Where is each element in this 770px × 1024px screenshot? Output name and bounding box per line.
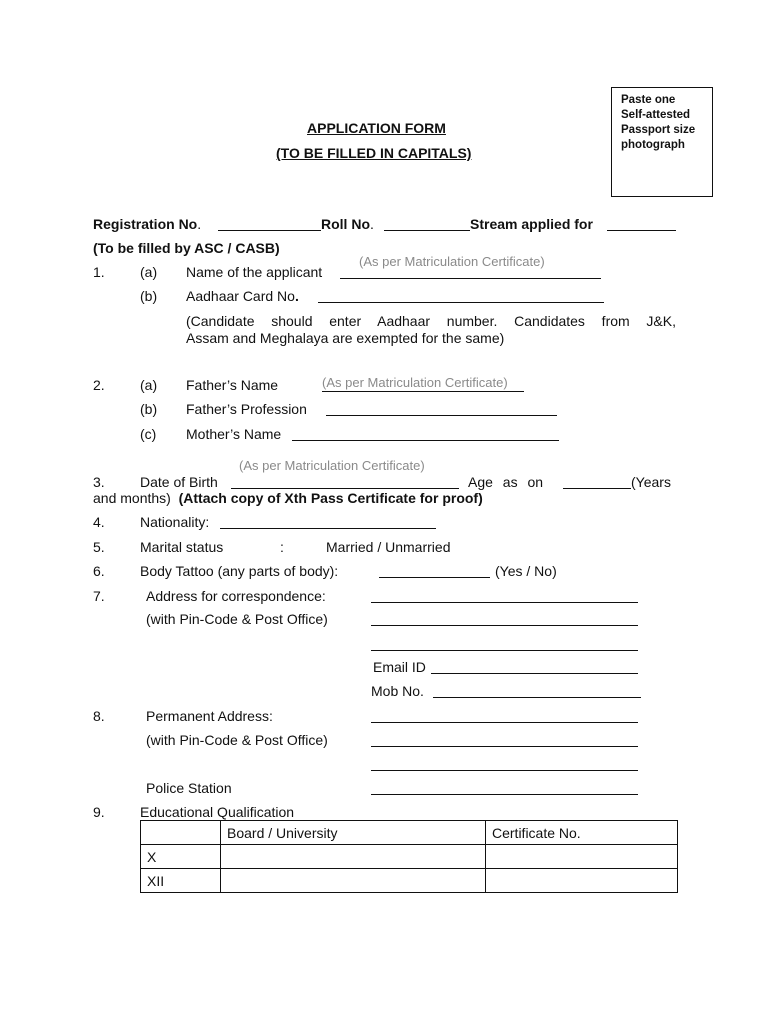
father-name-label: Father’s Name [186, 377, 279, 393]
qualification-cell: XII [141, 869, 221, 893]
aadhaar-label [186, 288, 299, 304]
father-profession-label: Father’s Profession [186, 401, 307, 417]
correspondence-address-line3[interactable] [371, 650, 638, 651]
photo-box [611, 87, 713, 197]
certificate-cell[interactable] [486, 869, 678, 893]
matric-hint: (As per Matriculation Certificate) [322, 375, 508, 390]
dob-label: Date of Birth [140, 474, 218, 490]
tattoo-label: Body Tattoo (any parts of body): [140, 563, 339, 579]
age-as-on-label: Age as on [468, 474, 544, 490]
registration-dot: . [197, 216, 202, 232]
registration-no-field[interactable] [218, 230, 321, 231]
mother-name-field[interactable] [292, 440, 559, 441]
matric-hint: (As per Matriculation Certificate) [239, 458, 425, 473]
email-label: Email ID [373, 659, 426, 675]
aadhaar-dot: . [294, 288, 299, 304]
correspondence-address-line1[interactable] [371, 602, 638, 603]
tattoo-field[interactable] [379, 577, 490, 578]
form-title: APPLICATION FORM [307, 120, 446, 136]
q8-number: 8. [93, 708, 105, 724]
correspondence-pin-note: (with Pin-Code & Post Office) [146, 611, 328, 627]
age-as-on-field[interactable] [563, 488, 631, 489]
table-header-cell [141, 821, 221, 845]
police-station-label: Police Station [146, 780, 232, 796]
permanent-address-label: Permanent Address: [146, 708, 273, 724]
aadhaar-note-line1: (Candidate should enter Aadhaar number. Candidates from J&K, [186, 313, 676, 329]
aadhaar-note-line2: Assam and Meghalaya are exempted for the same) [186, 330, 505, 346]
photo-box-line: Passport size [621, 124, 696, 136]
education-table [140, 820, 678, 893]
roll-label [321, 216, 374, 232]
q2c-marker: (c) [140, 426, 157, 442]
q1-number: 1. [93, 264, 105, 280]
police-station-field[interactable] [371, 794, 638, 795]
q7-number: 7. [93, 588, 105, 604]
tattoo-options: (Yes / No) [495, 563, 557, 579]
q3-number: 3. [93, 474, 105, 490]
correspondence-address-line2[interactable] [371, 625, 638, 626]
qualification-cell: X [141, 845, 221, 869]
filled-by-note: (To be filled by ASC / CASB) [93, 240, 280, 256]
q1b-marker: (b) [140, 288, 158, 304]
years-label: (Years [631, 474, 671, 490]
aadhaar-field[interactable] [318, 302, 604, 303]
table-header-cell: Board / University [221, 821, 486, 845]
email-field[interactable] [431, 673, 638, 674]
q6-number: 6. [93, 563, 105, 579]
marital-status-label: Marital status [140, 539, 224, 555]
registration-label [93, 216, 201, 232]
nationality-field[interactable] [220, 528, 436, 529]
photo-box-line: Self-attested [621, 109, 691, 121]
father-profession-field[interactable] [326, 415, 557, 416]
q1a-marker: (a) [140, 264, 158, 280]
roll-no-field[interactable] [384, 230, 470, 231]
stream-field[interactable] [607, 230, 676, 231]
roll-no-label: Roll No [321, 216, 370, 232]
table-row [141, 845, 678, 869]
permanent-pin-note: (with Pin-Code & Post Office) [146, 732, 328, 748]
dob-field[interactable] [231, 488, 459, 489]
applicant-name-label: Name of the applicant [186, 264, 323, 280]
permanent-address-line1[interactable] [371, 722, 638, 723]
marital-status-options[interactable]: Married / Unmarried [326, 539, 451, 555]
dob-line2 [93, 490, 483, 506]
q2a-marker: (a) [140, 377, 158, 393]
permanent-address-line3[interactable] [371, 770, 638, 771]
board-cell[interactable] [221, 869, 486, 893]
q2b-marker: (b) [140, 401, 158, 417]
education-label: Educational Qualification [140, 804, 295, 820]
permanent-address-line2[interactable] [371, 746, 638, 747]
correspondence-address-label: Address for correspondence: [146, 588, 326, 604]
roll-dot: . [370, 216, 374, 232]
photo-box-line: Paste one [621, 94, 676, 106]
mobile-field[interactable] [433, 697, 641, 698]
photo-box-line: photograph [621, 139, 685, 151]
marital-colon: : [280, 539, 284, 555]
q2-number: 2. [93, 377, 105, 393]
table-header-row [141, 821, 678, 845]
registration-no-label: Registration No [93, 216, 198, 232]
form-subtitle: (TO BE FILLED IN CAPITALS) [276, 145, 472, 161]
father-name-field[interactable] [322, 391, 524, 392]
q9-number: 9. [93, 804, 105, 820]
table-row [141, 869, 678, 893]
xth-proof-note: (Attach copy of Xth Pass Certificate for proof) [178, 490, 483, 506]
mother-name-label: Mother’s Name [186, 426, 282, 442]
table-header-cell: Certificate No. [486, 821, 678, 845]
board-cell[interactable] [221, 845, 486, 869]
months-label: and months) [93, 490, 171, 506]
applicant-name-field[interactable] [340, 278, 601, 279]
q5-number: 5. [93, 539, 105, 555]
aadhaar-label-text: Aadhaar Card No [186, 288, 295, 304]
matric-hint: (As per Matriculation Certificate) [359, 254, 545, 269]
q4-number: 4. [93, 514, 105, 530]
nationality-label: Nationality: [140, 514, 210, 530]
stream-label: Stream applied for [470, 216, 593, 232]
certificate-cell[interactable] [486, 845, 678, 869]
mobile-label: Mob No. [371, 683, 424, 699]
